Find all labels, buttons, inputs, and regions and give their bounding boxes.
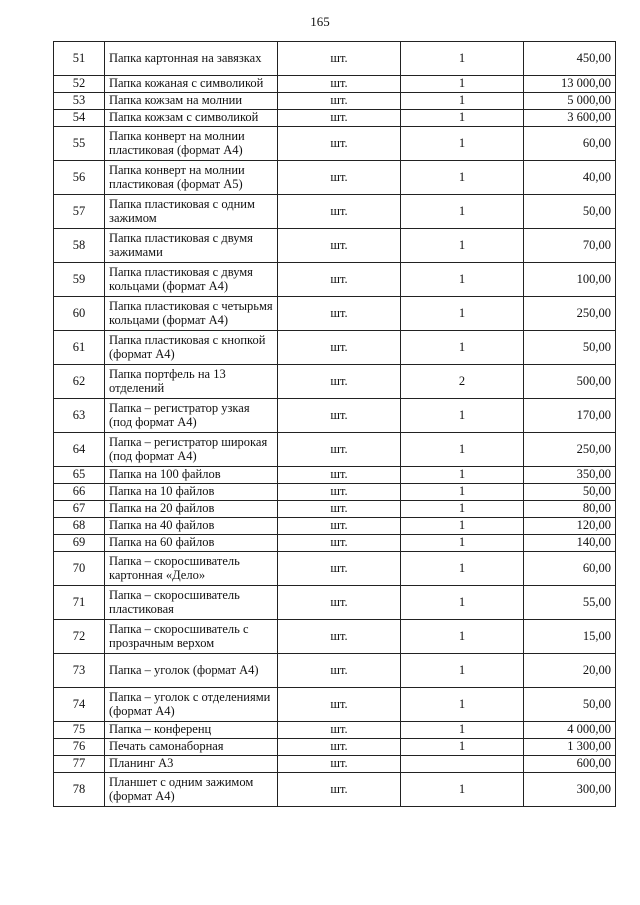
table-row — [54, 110, 616, 127]
item-quantity: 1 — [401, 433, 524, 467]
item-name: Папка – уголок (формат А4) — [105, 654, 278, 688]
table-row — [54, 552, 616, 586]
row-number: 60 — [54, 297, 105, 331]
table-row — [54, 535, 616, 552]
item-price: 50,00 — [524, 331, 616, 365]
item-quantity — [401, 756, 524, 773]
item-quantity: 1 — [401, 688, 524, 722]
item-price: 13 000,00 — [524, 76, 616, 93]
row-number: 75 — [54, 722, 105, 739]
item-unit: шт. — [278, 93, 401, 110]
item-quantity: 1 — [401, 93, 524, 110]
item-price: 1 300,00 — [524, 739, 616, 756]
table-row — [54, 127, 616, 161]
table-row — [54, 739, 616, 756]
row-number: 78 — [54, 773, 105, 807]
item-quantity: 1 — [401, 535, 524, 552]
item-price: 450,00 — [524, 42, 616, 76]
item-name: Папка на 100 файлов — [105, 467, 278, 484]
item-price: 4 000,00 — [524, 722, 616, 739]
row-number: 64 — [54, 433, 105, 467]
item-unit: шт. — [278, 654, 401, 688]
item-name: Папка – уголок с отделениями (формат А4) — [105, 688, 278, 722]
page-number: 165 — [310, 14, 330, 29]
item-unit: шт. — [278, 127, 401, 161]
row-number: 56 — [54, 161, 105, 195]
table-row — [54, 518, 616, 535]
item-name: Папка кожзам на молнии — [105, 93, 278, 110]
item-unit: шт. — [278, 722, 401, 739]
item-name: Папка картонная на завязках — [105, 42, 278, 76]
item-quantity: 1 — [401, 297, 524, 331]
item-unit: шт. — [278, 756, 401, 773]
item-name: Папка – регистратор узкая (под формат А4) — [105, 399, 278, 433]
row-number: 52 — [54, 76, 105, 93]
table-row — [54, 399, 616, 433]
item-price: 50,00 — [524, 195, 616, 229]
row-number: 62 — [54, 365, 105, 399]
item-name: Папка пластиковая с четырьмя кольцами (формат А4) — [105, 297, 278, 331]
item-price: 170,00 — [524, 399, 616, 433]
item-price: 3 600,00 — [524, 110, 616, 127]
item-unit: шт. — [278, 688, 401, 722]
item-name: Папка пластиковая с одним зажимом — [105, 195, 278, 229]
row-number: 70 — [54, 552, 105, 586]
item-price: 250,00 — [524, 297, 616, 331]
item-quantity: 1 — [401, 773, 524, 807]
item-quantity: 1 — [401, 722, 524, 739]
item-price: 500,00 — [524, 365, 616, 399]
table-row — [54, 586, 616, 620]
table-row — [54, 42, 616, 76]
table-row — [54, 722, 616, 739]
row-number: 51 — [54, 42, 105, 76]
item-quantity: 1 — [401, 331, 524, 365]
item-name: Папка пластиковая с двумя зажимами — [105, 229, 278, 263]
item-name: Папка конверт на молнии пластиковая (формат А4) — [105, 127, 278, 161]
row-number: 69 — [54, 535, 105, 552]
item-price: 50,00 — [524, 484, 616, 501]
item-unit: шт. — [278, 518, 401, 535]
item-price: 600,00 — [524, 756, 616, 773]
row-number: 61 — [54, 331, 105, 365]
table-row — [54, 297, 616, 331]
item-unit: шт. — [278, 484, 401, 501]
item-unit: шт. — [278, 620, 401, 654]
item-name: Папка пластиковая с кнопкой (формат А4) — [105, 331, 278, 365]
item-name: Папка на 40 файлов — [105, 518, 278, 535]
item-quantity: 1 — [401, 399, 524, 433]
item-price: 140,00 — [524, 535, 616, 552]
table-row — [54, 76, 616, 93]
item-name: Папка пластиковая с двумя кольцами (формат А4) — [105, 263, 278, 297]
item-quantity: 1 — [401, 501, 524, 518]
row-number: 74 — [54, 688, 105, 722]
row-number: 66 — [54, 484, 105, 501]
item-quantity: 1 — [401, 263, 524, 297]
item-name: Папка на 10 файлов — [105, 484, 278, 501]
item-name: Папка – скоросшиватель пластиковая — [105, 586, 278, 620]
item-price: 250,00 — [524, 433, 616, 467]
item-unit: шт. — [278, 467, 401, 484]
table-row — [54, 229, 616, 263]
table-row — [54, 365, 616, 399]
table-row — [54, 484, 616, 501]
table-row — [54, 654, 616, 688]
row-number: 58 — [54, 229, 105, 263]
table-row — [54, 620, 616, 654]
items-table-body — [54, 42, 616, 807]
item-quantity: 1 — [401, 161, 524, 195]
item-name: Папка на 20 файлов — [105, 501, 278, 518]
table-row — [54, 195, 616, 229]
item-price: 5 000,00 — [524, 93, 616, 110]
row-number: 76 — [54, 739, 105, 756]
item-quantity: 1 — [401, 552, 524, 586]
item-name: Папка – скоросшиватель картонная «Дело» — [105, 552, 278, 586]
item-unit: шт. — [278, 773, 401, 807]
row-number: 63 — [54, 399, 105, 433]
row-number: 53 — [54, 93, 105, 110]
item-price: 60,00 — [524, 127, 616, 161]
item-price: 15,00 — [524, 620, 616, 654]
item-name: Папка кожаная с символикой — [105, 76, 278, 93]
table-row — [54, 331, 616, 365]
item-quantity: 1 — [401, 195, 524, 229]
row-number: 54 — [54, 110, 105, 127]
item-quantity: 1 — [401, 484, 524, 501]
item-name: Планшет с одним зажимом (формат А4) — [105, 773, 278, 807]
row-number: 55 — [54, 127, 105, 161]
item-quantity: 1 — [401, 654, 524, 688]
table-row — [54, 756, 616, 773]
table-row — [54, 467, 616, 484]
row-number: 71 — [54, 586, 105, 620]
item-price: 55,00 — [524, 586, 616, 620]
item-unit: шт. — [278, 229, 401, 263]
item-price: 350,00 — [524, 467, 616, 484]
item-unit: шт. — [278, 263, 401, 297]
item-quantity: 1 — [401, 229, 524, 263]
item-unit: шт. — [278, 586, 401, 620]
item-name: Папка на 60 файлов — [105, 535, 278, 552]
item-unit: шт. — [278, 76, 401, 93]
item-quantity: 1 — [401, 739, 524, 756]
item-price: 20,00 — [524, 654, 616, 688]
item-unit: шт. — [278, 535, 401, 552]
item-name: Планинг А3 — [105, 756, 278, 773]
item-quantity: 1 — [401, 76, 524, 93]
row-number: 72 — [54, 620, 105, 654]
item-price: 50,00 — [524, 688, 616, 722]
item-price: 60,00 — [524, 552, 616, 586]
item-unit: шт. — [278, 501, 401, 518]
item-unit: шт. — [278, 195, 401, 229]
table-row — [54, 501, 616, 518]
item-name: Папка конверт на молнии пластиковая (формат А5) — [105, 161, 278, 195]
item-name: Папка – конференц — [105, 722, 278, 739]
item-unit: шт. — [278, 552, 401, 586]
item-quantity: 1 — [401, 127, 524, 161]
table-row — [54, 688, 616, 722]
item-unit: шт. — [278, 331, 401, 365]
table-row — [54, 773, 616, 807]
item-quantity: 2 — [401, 365, 524, 399]
item-name: Папка – скоросшиватель с прозрачным верхом — [105, 620, 278, 654]
item-quantity: 1 — [401, 42, 524, 76]
item-unit: шт. — [278, 365, 401, 399]
item-unit: шт. — [278, 739, 401, 756]
item-price: 100,00 — [524, 263, 616, 297]
item-price: 300,00 — [524, 773, 616, 807]
item-quantity: 1 — [401, 518, 524, 535]
items-table — [53, 41, 616, 807]
row-number: 77 — [54, 756, 105, 773]
item-unit: шт. — [278, 433, 401, 467]
row-number: 59 — [54, 263, 105, 297]
item-name: Папка портфель на 13 отделений — [105, 365, 278, 399]
item-unit: шт. — [278, 42, 401, 76]
row-number: 68 — [54, 518, 105, 535]
row-number: 67 — [54, 501, 105, 518]
table-row — [54, 433, 616, 467]
item-unit: шт. — [278, 399, 401, 433]
row-number: 73 — [54, 654, 105, 688]
row-number: 57 — [54, 195, 105, 229]
item-unit: шт. — [278, 110, 401, 127]
table-row — [54, 93, 616, 110]
item-name: Печать самонаборная — [105, 739, 278, 756]
item-quantity: 1 — [401, 586, 524, 620]
item-price: 80,00 — [524, 501, 616, 518]
item-quantity: 1 — [401, 620, 524, 654]
item-price: 70,00 — [524, 229, 616, 263]
item-quantity: 1 — [401, 467, 524, 484]
table-row — [54, 263, 616, 297]
item-unit: шт. — [278, 297, 401, 331]
item-unit: шт. — [278, 161, 401, 195]
item-quantity: 1 — [401, 110, 524, 127]
item-price: 120,00 — [524, 518, 616, 535]
item-name: Папка кожзам с символикой — [105, 110, 278, 127]
table-row — [54, 161, 616, 195]
row-number: 65 — [54, 467, 105, 484]
item-name: Папка – регистратор широкая (под формат А4) — [105, 433, 278, 467]
item-price: 40,00 — [524, 161, 616, 195]
